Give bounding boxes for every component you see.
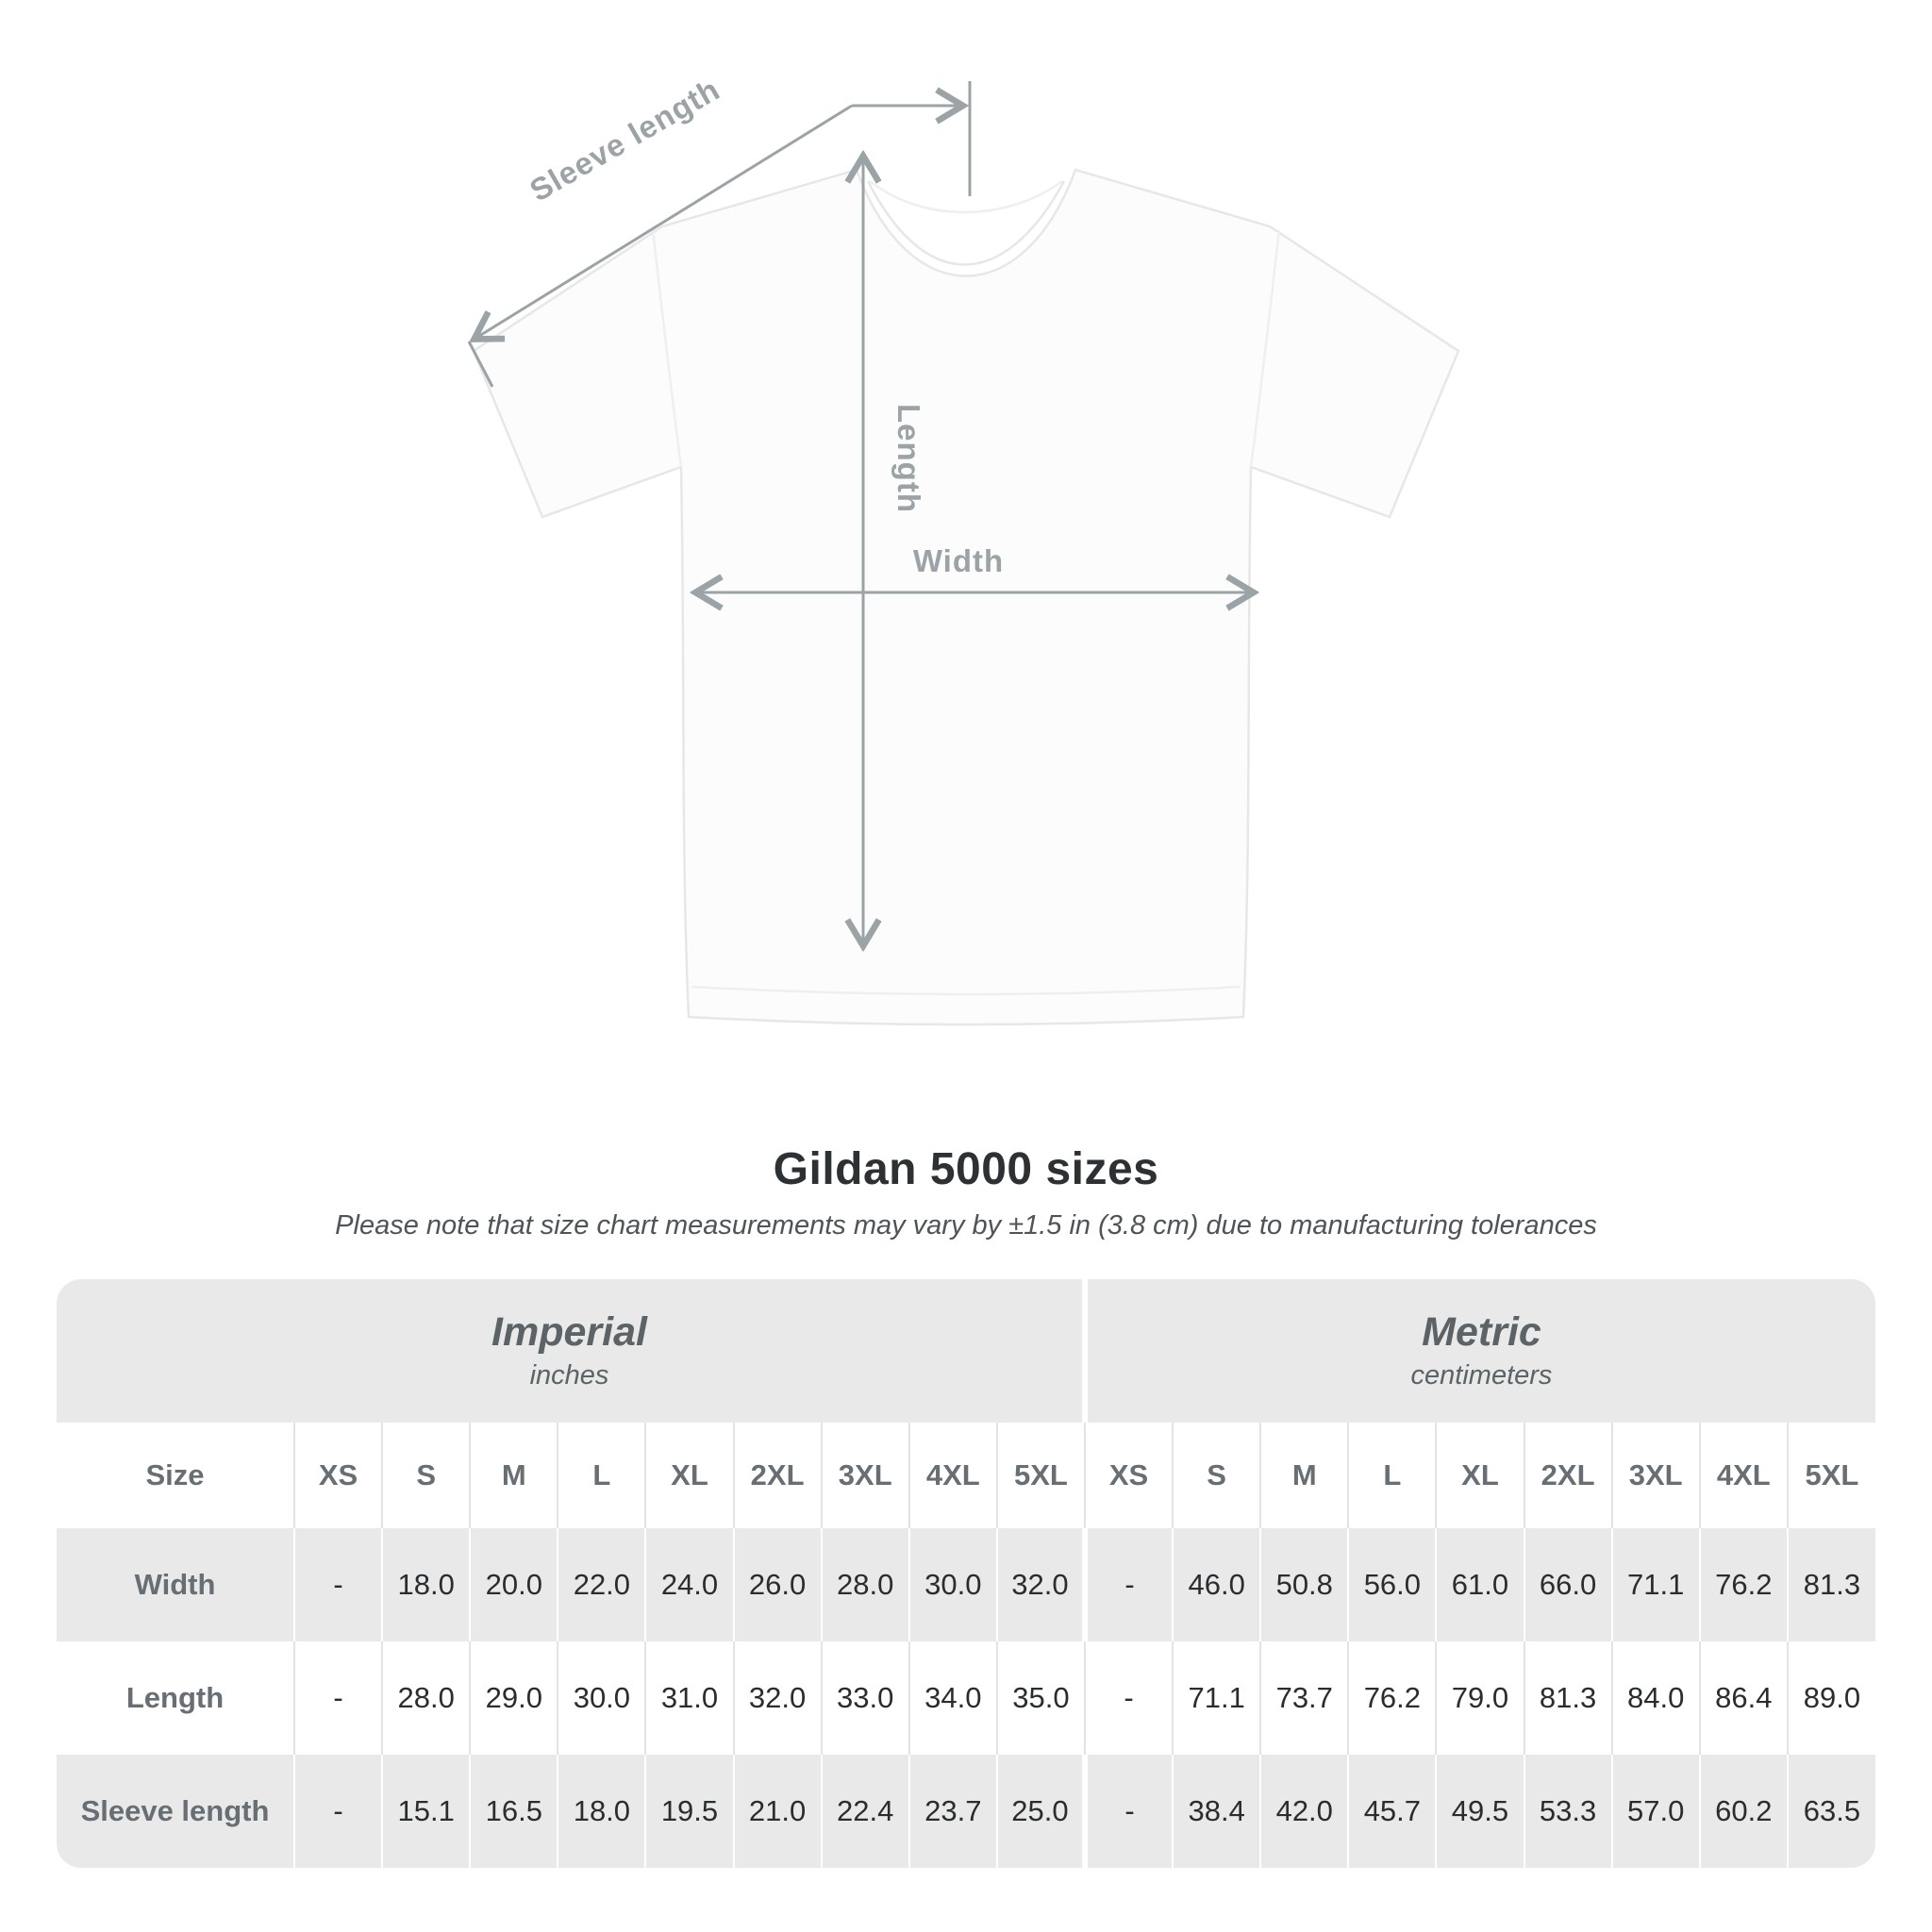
page-title: Gildan 5000 sizes: [773, 1144, 1159, 1194]
table-cell: 26.0: [734, 1528, 822, 1641]
imperial-group-header: [57, 1279, 1085, 1423]
table-cell: 23.7: [909, 1755, 997, 1868]
table-cell: 20.0: [470, 1528, 558, 1641]
collar-back-seam: [870, 181, 1062, 212]
table-cell: 32.0: [997, 1528, 1085, 1641]
table-cell: 18.0: [558, 1755, 645, 1868]
col-header-metric-m: M: [1260, 1423, 1348, 1528]
table-cell: 89.0: [1788, 1641, 1875, 1755]
table-cell: 33.0: [822, 1641, 909, 1755]
row-label-width: Width: [57, 1528, 294, 1641]
col-header-metric-xl: XL: [1436, 1423, 1524, 1528]
table-cell: 45.7: [1348, 1755, 1436, 1868]
table-cell: 22.4: [822, 1755, 909, 1868]
table-cell: 71.1: [1612, 1528, 1700, 1641]
table-cell: 19.5: [645, 1755, 733, 1868]
table-cell: 30.0: [558, 1641, 645, 1755]
col-header-imperial-3xl: 3XL: [822, 1423, 909, 1528]
table-cell: 16.5: [470, 1755, 558, 1868]
col-header-metric-l: L: [1348, 1423, 1436, 1528]
width-label: Width: [912, 543, 1005, 578]
imperial-group-unit: inches: [529, 1360, 609, 1391]
table-cell: 63.5: [1788, 1755, 1875, 1868]
col-header-imperial-4xl: 4XL: [909, 1423, 997, 1528]
metric-group-unit: centimeters: [1410, 1360, 1553, 1391]
table-cell: 50.8: [1260, 1528, 1348, 1641]
table-cell: 60.2: [1700, 1755, 1788, 1868]
col-header-metric-xs: XS: [1085, 1423, 1173, 1528]
table-cell: 24.0: [645, 1528, 733, 1641]
metric-group-title: Metric: [1422, 1309, 1541, 1356]
table-cell: 84.0: [1612, 1641, 1700, 1755]
imperial-group-title: Imperial: [491, 1309, 647, 1356]
col-header-metric-s: S: [1173, 1423, 1260, 1528]
row-label-sleeve-length: Sleeve length: [57, 1755, 294, 1868]
table-cell: 15.1: [382, 1755, 470, 1868]
length-label: Length: [891, 404, 926, 513]
size-header: Size: [57, 1423, 294, 1528]
table-cell: 53.3: [1524, 1755, 1612, 1868]
col-header-metric-4xl: 4XL: [1700, 1423, 1788, 1528]
table-cell: 57.0: [1612, 1755, 1700, 1868]
col-header-metric-3xl: 3XL: [1612, 1423, 1700, 1528]
table-cell: 21.0: [734, 1755, 822, 1868]
table-cell: 66.0: [1524, 1528, 1612, 1641]
table-cell: 32.0: [734, 1641, 822, 1755]
table-cell: 34.0: [909, 1641, 997, 1755]
col-header-metric-2xl: 2XL: [1524, 1423, 1612, 1528]
table-cell: 46.0: [1173, 1528, 1260, 1641]
table-row-length: [57, 1641, 1875, 1755]
table-cell: 29.0: [470, 1641, 558, 1755]
table-cell: 28.0: [822, 1528, 909, 1641]
col-header-imperial-l: L: [558, 1423, 645, 1528]
table-cell: -: [294, 1528, 382, 1641]
table-cell: 35.0: [997, 1641, 1085, 1755]
table-cell: 56.0: [1348, 1528, 1436, 1641]
table-cell: 18.0: [382, 1528, 470, 1641]
table-row-sleeve-length: [57, 1755, 1875, 1868]
table-cell: 30.0: [909, 1528, 997, 1641]
table-cell: 25.0: [997, 1755, 1085, 1868]
col-header-imperial-2xl: 2XL: [734, 1423, 822, 1528]
table-cell: 81.3: [1524, 1641, 1612, 1755]
table-cell: -: [294, 1641, 382, 1755]
table-cell: 49.5: [1436, 1755, 1524, 1868]
size-header-row: [57, 1423, 1875, 1528]
table-cell: -: [294, 1755, 382, 1868]
table-cell: 76.2: [1348, 1641, 1436, 1755]
col-header-imperial-xs: XS: [294, 1423, 382, 1528]
table-cell: 71.1: [1173, 1641, 1260, 1755]
table-row-width: [57, 1528, 1875, 1641]
table-cell: -: [1085, 1528, 1173, 1641]
metric-group-header: [1085, 1279, 1875, 1423]
table-cell: -: [1085, 1755, 1173, 1868]
table-cell: 79.0: [1436, 1641, 1524, 1755]
table-cell: -: [1085, 1641, 1173, 1755]
table-cell: 76.2: [1700, 1528, 1788, 1641]
tshirt-body: [474, 170, 1458, 1024]
table-cell: 31.0: [645, 1641, 733, 1755]
table-cell: 86.4: [1700, 1641, 1788, 1755]
table-cell: 42.0: [1260, 1755, 1348, 1868]
page-subtitle: Please note that size chart measurements may vary by ±1.5 in (3.8 cm) due to manufacturing tolerances: [335, 1210, 1597, 1241]
table-cell: 22.0: [558, 1528, 645, 1641]
unit-group-row: [57, 1279, 1875, 1423]
table-cell: 73.7: [1260, 1641, 1348, 1755]
tshirt-graphic: [474, 170, 1458, 1024]
col-header-imperial-m: M: [470, 1423, 558, 1528]
col-header-imperial-xl: XL: [645, 1423, 733, 1528]
table-cell: 81.3: [1788, 1528, 1875, 1641]
table-cell: 61.0: [1436, 1528, 1524, 1641]
sleeve-length-label: Sleeve length: [524, 71, 726, 208]
size-chart-table: [57, 1279, 1875, 1868]
table-cell: 28.0: [382, 1641, 470, 1755]
col-header-imperial-5xl: 5XL: [997, 1423, 1085, 1528]
row-label-length: Length: [57, 1641, 294, 1755]
col-header-imperial-s: S: [382, 1423, 470, 1528]
col-header-metric-5xl: 5XL: [1788, 1423, 1875, 1528]
table-cell: 38.4: [1173, 1755, 1260, 1868]
